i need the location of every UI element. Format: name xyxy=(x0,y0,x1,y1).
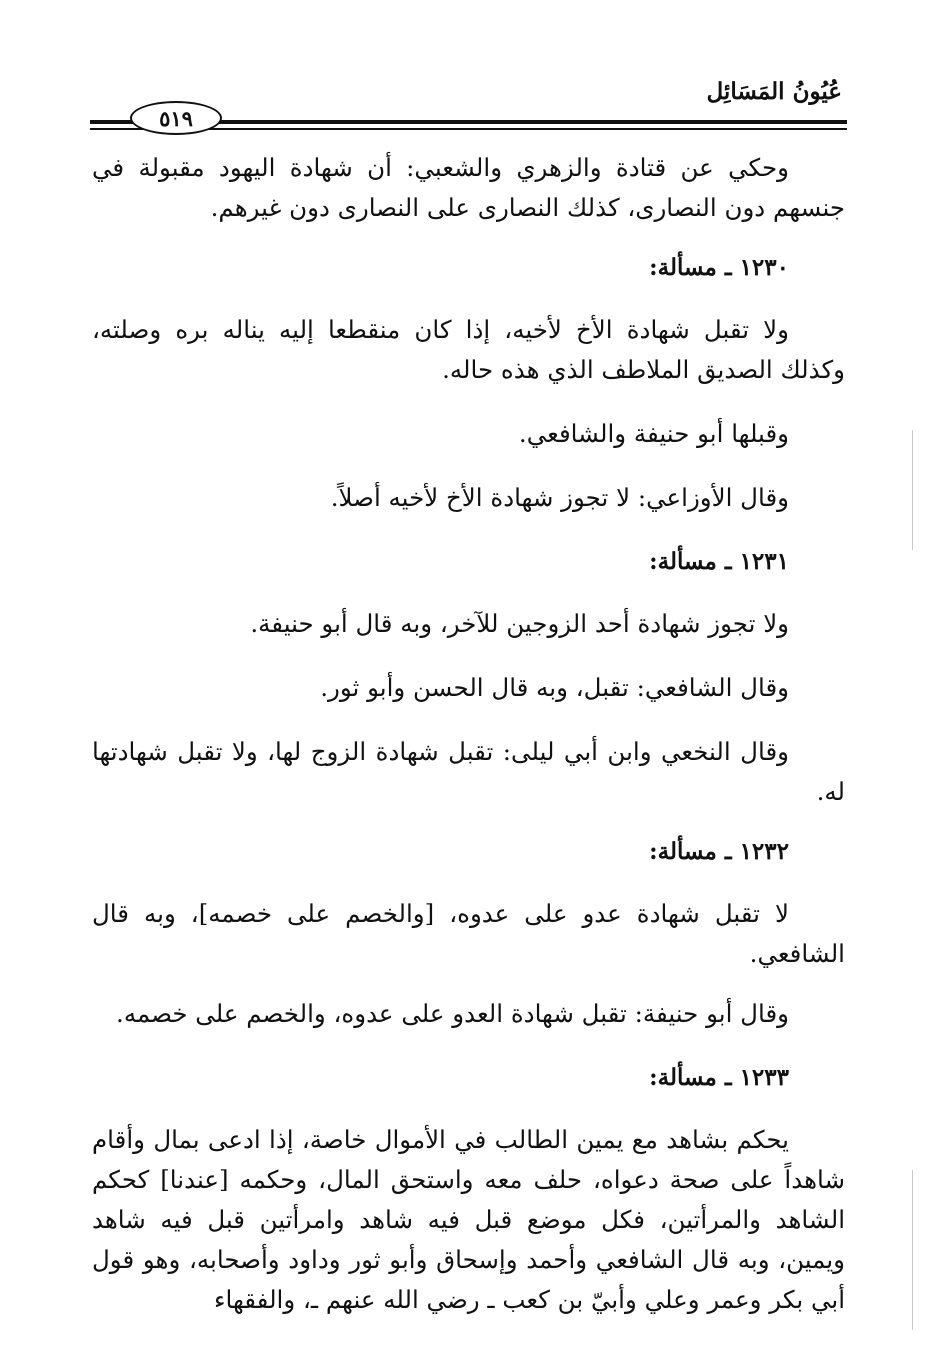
paragraph: وقال الشافعي: تقبل، وبه قال الحسن وأبو ثور. xyxy=(320,673,789,702)
paragraph: ولا تجوز شهادة أحد الزوجين للآخر، وبه قال أبو حنيفة. xyxy=(250,609,789,638)
issue-heading-1233: ١٢٣٣ ـ مسألة: xyxy=(649,1064,789,1091)
scan-edge-mark xyxy=(912,1170,913,1330)
paragraph: وقبلها أبو حنيفة والشافعي. xyxy=(518,419,789,448)
paragraph: وقال أبو حنيفة: تقبل شهادة العدو على عدوه، والخصم على خصمه. xyxy=(116,999,789,1028)
page-body xyxy=(92,148,845,1340)
paragraph: وحكي عن قتادة والزهري والشعبي: أن شهادة اليهود مقبولة في جنسهم دون النصارى، كذلك النصارى على النصارى دون غيرهم. xyxy=(92,153,845,222)
issue-heading-1231: ١٢٣١ ـ مسألة: xyxy=(649,548,789,575)
paragraph: ولا تقبل شهادة الأخ لأخيه، إذا كان منقطعا إليه يناله بره وصلته، وكذلك الصديق الملاطف الذي هذه حاله. xyxy=(92,315,845,384)
scan-edge-mark xyxy=(912,430,913,550)
issue-heading-1232: ١٢٣٢ ـ مسألة: xyxy=(649,838,789,865)
paragraph: وقال الأوزاعي: لا تجوز شهادة الأخ لأخيه أصلاً. xyxy=(330,483,789,512)
issue-heading-1230: ١٢٣٠ ـ مسألة: xyxy=(649,254,789,281)
paragraph: وقال النخعي وابن أبي ليلى: تقبل شهادة الزوج لها، ولا تقبل شهادتها له. xyxy=(92,737,845,806)
page-number: ٥١٩ xyxy=(130,101,222,135)
running-title: عُيُونُ المَسَائِل xyxy=(706,78,842,105)
paragraph: يحكم بشاهد مع يمين الطالب في الأموال خاصة، إذا ادعى بمال وأقام شاهداً على صحة دعواه، حلف معه واستحق المال، وحكمه [عندنا] كحكم الشاهد والمرأتين، فكل موضع قبل فيه شاهد وامرأتين قبل فيه شاهد ويمين، وبه قال الشافعي وأحمد وإسحاق وأبو ثور وداود وأصحابه، وهو قول أبي بكر وعمر وعلي وأبيّ بن كعب ـ رضي الله عنهم ـ، والفقهاء xyxy=(92,1125,845,1314)
paragraph: لا تقبل شهادة عدو على عدوه، [والخصم على خصمه]، وبه قال الشافعي. xyxy=(92,899,845,968)
